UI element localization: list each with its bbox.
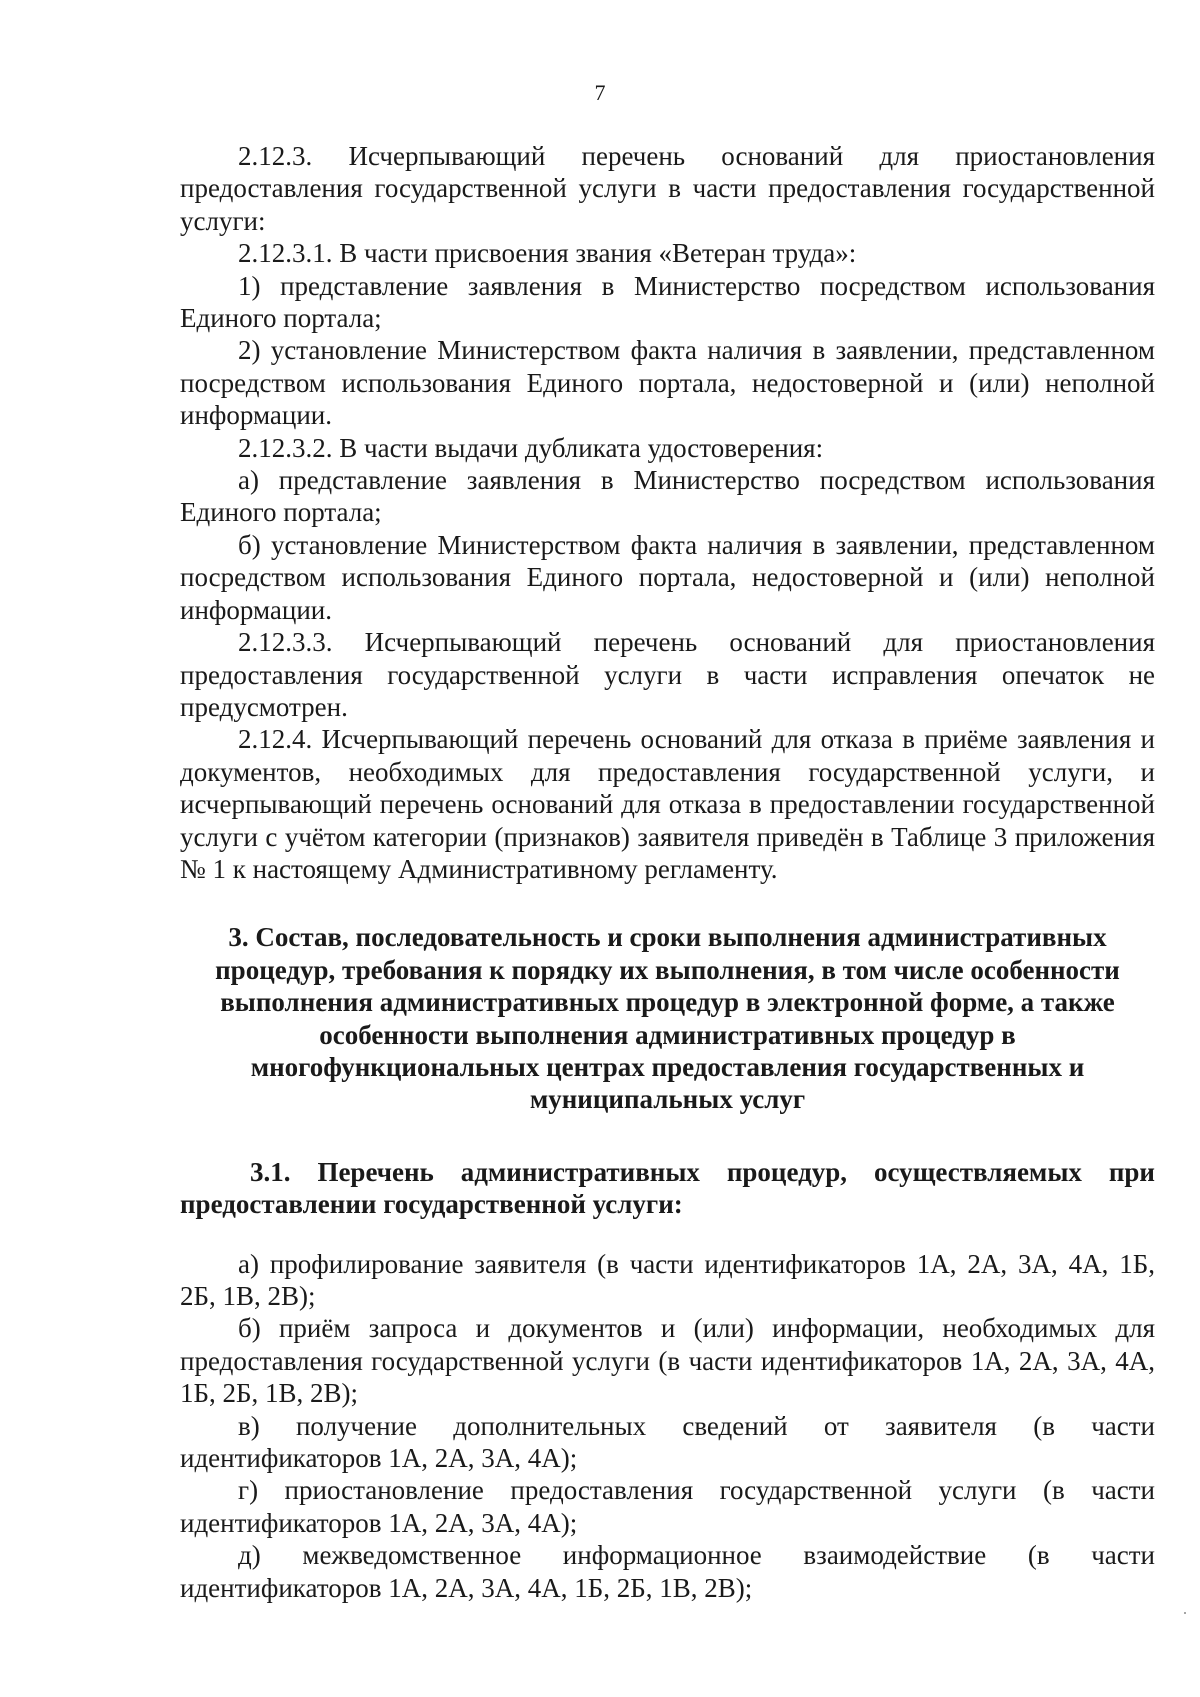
section-3-1-heading: 3.1. Перечень административных процедур, осуществляемых при предоставлении государственной услуги: bbox=[180, 1156, 1155, 1220]
list-item-d: д) межведомственное информационное взаимодействие (в части идентификаторов 1А, 2А, 3А, 4А, 1Б, 2Б, 1В, 2В); bbox=[180, 1540, 1155, 1603]
paragraph-2-12-3-2: 2.12.3.2. В части выдачи дубликата удостоверения: bbox=[238, 432, 824, 463]
page-number: 7 bbox=[594, 80, 606, 105]
paragraph-item-b: б) установление Министерством факта наличия в заявлении, представленном посредством использования Единого портала, недостоверной и (или) неполной информации. bbox=[180, 529, 1155, 625]
section-3-heading: 3. Состав, последовательность и сроки выполнения административных процедур, требования к порядку их выполнения, в том числе особенности выполнения административных процедур в электронной форме, а также особенности выполнения административных процедур в многофункциональных центрах предоставления государственных и муниципальных услуг bbox=[215, 922, 1120, 1115]
list-item-b: б) приём запроса и документов и (или) информации, необходимых для предоставления государственной услуги (в части идентификаторов 1А, 2А, 3А, 4А, 1Б, 2Б, 1В, 2В); bbox=[180, 1313, 1155, 1409]
document-body bbox=[180, 140, 1155, 1604]
paragraph-2-12-3-1: 2.12.3.1. В части присвоения звания «Ветеран труда»: bbox=[238, 238, 857, 269]
list-item-g: г) приостановление предоставления государственной услуги (в части идентификаторов 1А, 2А, 3А, 4А); bbox=[180, 1475, 1155, 1538]
list-item-a: а) профилирование заявителя (в части идентификаторов 1А, 2А, 3А, 4А, 1Б, 2Б, 1В, 2В); bbox=[180, 1248, 1155, 1311]
paragraph-item-2: 2) установление Министерством факта наличия в заявлении, представленном посредством использования Единого портала, недостоверной и (или) неполной информации. bbox=[180, 335, 1155, 431]
list-item-v: в) получение дополнительных сведений от заявителя (в части идентификаторов 1А, 2А, 3А, 4А); bbox=[180, 1410, 1155, 1474]
scan-speck bbox=[1184, 1612, 1186, 1614]
paragraph-2-12-4: 2.12.4. Исчерпывающий перечень оснований для отказа в приёме заявления и документов, необходимых для предоставления государственной услуги, и исчерпывающий перечень оснований для отказа в предоставлении государственной услуги с учётом категории (признаков) заявителя приведён в Таблице 3 приложения № 1 к настоящему Административному регламенту. bbox=[180, 724, 1155, 884]
paragraph-2-12-3-3: 2.12.3.3. Исчерпывающий перечень оснований для приостановления предоставления государственной услуги в части исправления опечаток не предусмотрен. bbox=[180, 627, 1155, 722]
paragraph-2-12-3: 2.12.3. Исчерпывающий перечень оснований для приостановления предоставления государственной услуги в части предоставления государственной услуги: bbox=[180, 141, 1155, 236]
paragraph-item-1: 1) представление заявления в Министерство посредством использования Единого портала; bbox=[180, 270, 1155, 334]
paragraph-item-a: а) представление заявления в Министерство посредством использования Единого портала; bbox=[180, 465, 1155, 528]
